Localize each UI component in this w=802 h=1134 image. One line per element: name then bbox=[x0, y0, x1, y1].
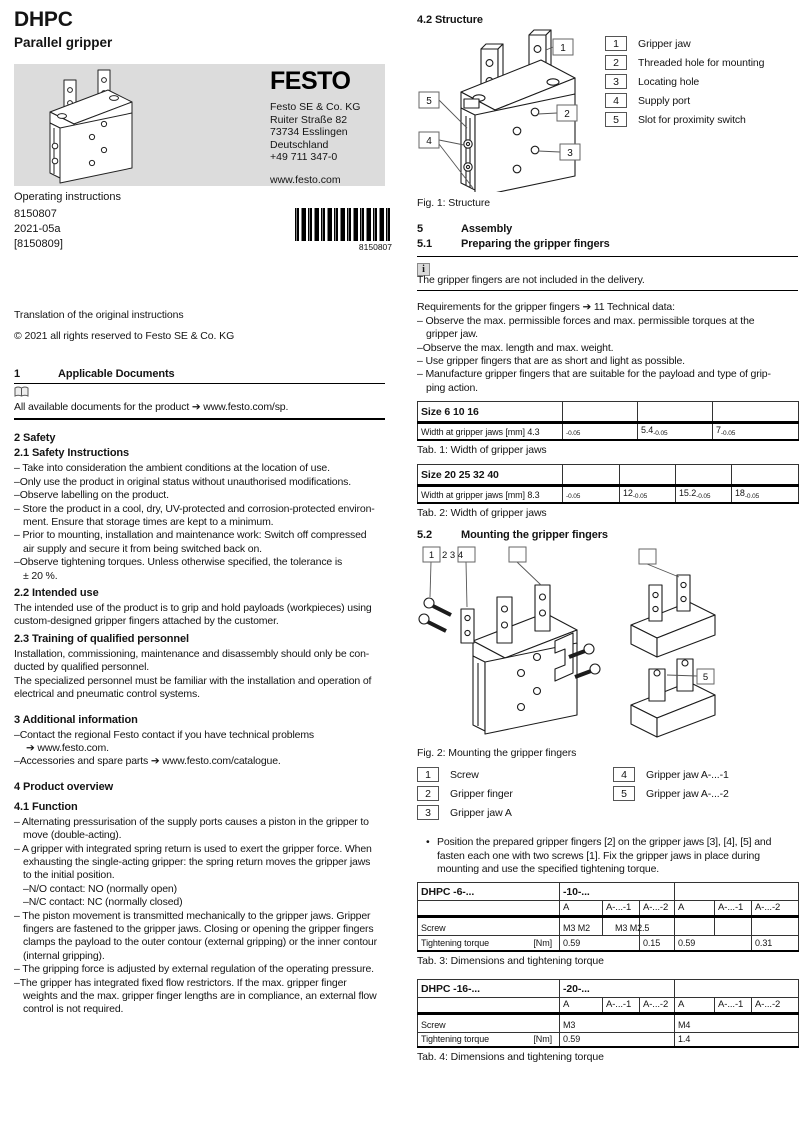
legend-item bbox=[613, 767, 793, 782]
body-line: ment. Ensure that storage times are kept to a minimum. bbox=[23, 516, 274, 529]
table-dimensions-torque-1 bbox=[417, 882, 799, 952]
book-icon bbox=[14, 386, 385, 401]
section-5-2-heading bbox=[417, 529, 798, 541]
legend-label: Screw bbox=[450, 768, 479, 781]
table-1-caption: Tab. 1: Width of gripper jaws bbox=[417, 444, 547, 457]
body-line: ducted by qualified personnel. bbox=[14, 661, 150, 674]
legend-number: 3 bbox=[605, 74, 627, 89]
col-header: A-...-2 bbox=[752, 901, 799, 917]
section-4-2-heading: 4.2 Structure bbox=[417, 14, 483, 26]
table-cell: -0.05 bbox=[563, 486, 620, 504]
callout-5: 5 bbox=[702, 672, 709, 684]
legend-number: 4 bbox=[613, 767, 635, 782]
body-line: The intended use of the product is to grip and hold payloads (workpieces) using bbox=[14, 602, 372, 615]
callout-5: 5 bbox=[426, 96, 432, 107]
legend-item bbox=[417, 767, 613, 782]
callout-234: 2 3 4 bbox=[442, 550, 464, 562]
body-line: clamps the payload to the outer contour (external gripping) or the inner contour bbox=[23, 936, 377, 949]
col-header: A-...-2 bbox=[640, 997, 675, 1013]
legend-label: Supply port bbox=[638, 94, 691, 107]
legend-item bbox=[613, 786, 793, 801]
table-3-caption: Tab. 3: Dimensions and tightening torque bbox=[417, 954, 604, 967]
table-cell: 0.31 bbox=[752, 936, 799, 951]
doc-date: 2021-05a bbox=[14, 223, 61, 235]
body-line: Installation, commissioning, maintenance and disassembly should only be con- bbox=[14, 647, 370, 660]
table-cell: -10-... bbox=[560, 883, 675, 901]
body-line: ping action. bbox=[426, 381, 478, 394]
table-dimensions-torque-2 bbox=[417, 979, 799, 1049]
body-line: Position the prepared gripper fingers [2] on the gripper jaws [3], [4], [5] and bbox=[437, 836, 772, 849]
table-2-caption: Tab. 2: Width of gripper jaws bbox=[417, 507, 547, 520]
table-width-gripper-jaws-1 bbox=[417, 401, 799, 441]
body-line: custom-designed gripper fingers attached by the customer. bbox=[14, 615, 279, 628]
section-number: 5.2 bbox=[417, 529, 432, 542]
legend-label: Locating hole bbox=[638, 75, 700, 88]
section-2-3-heading: 2.3 Training of qualified personnel bbox=[14, 632, 189, 645]
body-line: ➔ www.festo.com. bbox=[26, 741, 109, 754]
legend-number: 1 bbox=[605, 36, 627, 51]
translation-note: Translation of the original instructions bbox=[14, 309, 184, 321]
table-width-gripper-jaws-2 bbox=[417, 464, 799, 504]
legend-item bbox=[417, 805, 613, 820]
table-cell: 0.15 bbox=[640, 936, 675, 951]
table-header: Size 20 25 32 40 bbox=[418, 465, 563, 486]
section-3-heading: 3 Additional information bbox=[14, 713, 138, 726]
legend-number: 2 bbox=[417, 786, 439, 801]
legend-label: Gripper jaw bbox=[638, 37, 691, 50]
section-number: 1 bbox=[14, 368, 21, 380]
section-4-heading: 4 Product overview bbox=[14, 780, 114, 793]
body-line: move (double-acting). bbox=[23, 829, 122, 842]
legend-item bbox=[605, 36, 797, 51]
section-title: Assembly bbox=[461, 223, 513, 235]
figure-2-mounting-drawing bbox=[417, 545, 797, 739]
table-header: Size 6 10 16 bbox=[418, 402, 563, 423]
body-line: –Contact the regional Festo contact if you have technical problems bbox=[14, 728, 315, 741]
company-address bbox=[270, 101, 382, 164]
legend-label: Gripper jaw A bbox=[450, 806, 512, 819]
figure-2-legend bbox=[417, 767, 798, 824]
section-2-2-heading: 2.2 Intended use bbox=[14, 587, 99, 600]
festo-logo: FESTO bbox=[270, 67, 351, 95]
body-line: Requirements for the gripper fingers ➔ 11 Technical data: bbox=[417, 301, 675, 314]
body-line: exhausting the single-acting gripper: the spring return moves the gripper jaws bbox=[23, 855, 371, 868]
body-line: –N/C contact: NC (normally closed) bbox=[23, 896, 183, 909]
body-line: electrical and pneumatic control systems. bbox=[14, 688, 200, 701]
body-line: to the initial position. bbox=[23, 869, 115, 882]
figure-2-caption: Fig. 2: Mounting the gripper fingers bbox=[417, 747, 577, 760]
col-header: A bbox=[560, 997, 603, 1013]
table-cell: -20-... bbox=[560, 979, 675, 997]
brand-block bbox=[270, 68, 382, 186]
barcode-label: 8150807 bbox=[358, 242, 392, 252]
body-line: – Manufacture gripper fingers that are suitable for the payload and type of grip- bbox=[417, 368, 771, 381]
note-line: The gripper fingers are not included in the delivery. bbox=[417, 274, 645, 286]
callout-1: 1 bbox=[428, 550, 435, 562]
table-cell: M3 M2 bbox=[560, 917, 603, 936]
col-header: A-...-2 bbox=[640, 901, 675, 917]
body-line: mounting and use the specified tightening torque. bbox=[437, 863, 660, 876]
right-column bbox=[417, 0, 798, 1063]
legend-label: Gripper jaw A-...-1 bbox=[646, 768, 729, 781]
body-line: –Observe the max. length and max. weight. bbox=[417, 341, 614, 354]
body-line: – The piston movement is transmitted mechanically to the gripper jaws. Gripper bbox=[14, 909, 371, 922]
legend-number: 5 bbox=[613, 786, 635, 801]
table-cell: DHPC -16-... bbox=[418, 979, 560, 997]
body-line: –The gripper has integrated fixed flow restrictors. If the max. gripper finger bbox=[14, 976, 347, 989]
website-text: www.festo.com bbox=[270, 173, 341, 186]
table-cell: $7_{-0.05}$ bbox=[713, 423, 799, 441]
address-line: Deutschland bbox=[270, 138, 329, 151]
section-title: Applicable Documents bbox=[58, 368, 175, 380]
divider bbox=[417, 256, 798, 257]
col-header: A bbox=[560, 901, 603, 917]
col-header: A-...-1 bbox=[715, 997, 752, 1013]
body-line: – Prior to mounting, installation and maintenance work: Switch off compressed bbox=[14, 529, 367, 542]
callout-4: 4 bbox=[426, 136, 432, 147]
body-line: –Observe tightening torques. Unless otherwise specified, the tolerance is bbox=[14, 556, 343, 569]
body-line: –N/O contact: NO (normally open) bbox=[23, 882, 177, 895]
page-title: DHPC bbox=[14, 8, 73, 31]
table-cell: M4 bbox=[675, 1013, 799, 1032]
legend-item bbox=[605, 112, 797, 127]
divider bbox=[14, 383, 385, 384]
section-4-1-heading: 4.1 Function bbox=[14, 800, 78, 813]
row-label: Screw bbox=[418, 1013, 560, 1032]
address-line: +49 711 347-0 bbox=[270, 151, 338, 163]
copyright-note: © 2021 all rights reserved to Festo SE & Co. KG bbox=[14, 330, 235, 342]
table-cell: 0.59 bbox=[675, 936, 752, 951]
callout-1: 1 bbox=[560, 43, 566, 54]
col-header: A-...-1 bbox=[603, 997, 640, 1013]
table-cell: 0.59 bbox=[560, 1032, 675, 1047]
body-line: ± 20 %. bbox=[23, 569, 58, 582]
legend-label: Threaded hole for mounting bbox=[638, 56, 765, 69]
legend-item bbox=[605, 74, 797, 89]
legend-number: 3 bbox=[417, 805, 439, 820]
body-line: fasten each one with two screws [1]. Fix the gripper jaws in place during bbox=[437, 849, 760, 862]
legend-item bbox=[605, 93, 797, 108]
body-line: – Take into consideration the ambient conditions at the location of use. bbox=[14, 462, 330, 475]
col-header: A-...-1 bbox=[715, 901, 752, 917]
row-label: Screw bbox=[418, 917, 560, 936]
table-cell: Width at gripper jaws [mm] 8.3 bbox=[418, 486, 563, 504]
body-line: air supply and secure it from being switched back on. bbox=[23, 542, 262, 555]
legend-number: 1 bbox=[417, 767, 439, 782]
legend-label: Gripper finger bbox=[450, 787, 513, 800]
legend-item bbox=[605, 55, 797, 70]
section-number: 5 bbox=[417, 223, 424, 235]
legend-number: 5 bbox=[605, 112, 627, 127]
legend-label: Slot for proximity switch bbox=[638, 113, 746, 126]
table-cell: M3 bbox=[560, 1013, 675, 1032]
address-line: 73734 Esslingen bbox=[270, 126, 348, 138]
col-header: A bbox=[675, 997, 715, 1013]
table-cell bbox=[675, 979, 799, 997]
doc-alt-number: [8150809] bbox=[14, 238, 63, 250]
legend-item bbox=[417, 786, 613, 801]
col-header: A bbox=[675, 901, 715, 917]
table-4-caption: Tab. 4: Dimensions and tightening torque bbox=[417, 1051, 604, 1064]
legend-number: 2 bbox=[605, 55, 627, 70]
body-line: –Accessories and spare parts ➔ www.festo.com/catalogue. bbox=[14, 755, 281, 768]
header-box bbox=[14, 64, 385, 186]
callout-3: 3 bbox=[567, 148, 573, 159]
doc-number: 8150807 bbox=[14, 208, 57, 220]
table-cell: M3 M2.5 bbox=[603, 917, 640, 936]
section-1-heading bbox=[14, 368, 385, 380]
table-cell: 0.59 bbox=[560, 936, 640, 951]
table-cell: $12_{-0.05}$ bbox=[620, 486, 676, 504]
body-line: gripper jaw. bbox=[426, 328, 478, 341]
section-2-heading: 2 Safety bbox=[14, 432, 56, 445]
barcode bbox=[295, 208, 392, 241]
body-line: weights and the max. gripper finger lengths are in compliance, an external flow bbox=[23, 990, 377, 1002]
body-line: – The gripping force is adjusted by external regulation of the operating pressure. bbox=[14, 963, 374, 976]
body-line: The specialized personnel must be familiar with the installation and operation of bbox=[14, 674, 372, 687]
table-cell: 1.4 bbox=[675, 1032, 799, 1047]
bullet-marker: • bbox=[426, 836, 430, 849]
product-image bbox=[22, 66, 172, 184]
body-line: –Observe labelling on the product. bbox=[14, 489, 169, 502]
table-cell: $18_{-0.05}$ bbox=[732, 486, 799, 504]
section-number: 5.1 bbox=[417, 238, 432, 250]
body-line: – Alternating pressurisation of the supply ports causes a piston in the gripper to bbox=[14, 815, 369, 828]
body-line: control is not required. bbox=[23, 1003, 124, 1016]
address-line: Ruiter Straße 82 bbox=[270, 113, 348, 126]
page-subtitle: Parallel gripper bbox=[14, 35, 113, 50]
col-header: A-...-1 bbox=[603, 901, 640, 917]
figure-1-caption: Fig. 1: Structure bbox=[417, 197, 490, 209]
legend-label: Gripper jaw A-...-2 bbox=[646, 787, 729, 800]
table-cell: Width at gripper jaws [mm] 4.3 bbox=[418, 423, 563, 441]
row-label: Tightening torque [Nm] bbox=[418, 936, 560, 951]
divider bbox=[14, 418, 385, 420]
body-line: (internal gripping). bbox=[23, 949, 105, 962]
body-line: fingers are fastened to the gripper jaws. Closing or opening the gripper fingers bbox=[23, 922, 374, 935]
body-line: – Use gripper fingers that are as short and light as possible. bbox=[417, 355, 685, 368]
address-line: Festo SE & Co. KG bbox=[270, 101, 361, 113]
body-line: All available documents for the product ➔ www.festo.com/sp. bbox=[14, 401, 289, 413]
section-5-heading bbox=[417, 223, 798, 235]
section-2-1-heading: 2.1 Safety Instructions bbox=[14, 447, 130, 460]
legend-number: 4 bbox=[605, 93, 627, 108]
divider bbox=[417, 290, 798, 291]
table-cell: $5.4_{-0.05}$ bbox=[638, 423, 713, 441]
body-line: –Only use the product in original status without unauthorised modifications. bbox=[14, 475, 352, 488]
body-line: – Store the product in a cool, dry, UV-protected and corrosion-protected environ- bbox=[14, 502, 375, 515]
table-cell: $15.2_{-0.05}$ bbox=[676, 486, 732, 504]
body-line: – A gripper with integrated spring return is used to exert the gripper force. When bbox=[14, 842, 372, 855]
col-header: A-...-2 bbox=[752, 997, 799, 1013]
body-line: – Observe the max. permissible forces and max. permissible torques at the bbox=[417, 314, 755, 327]
figure-1 bbox=[417, 28, 798, 194]
left-column bbox=[14, 0, 392, 1017]
row-label: Tightening torque [Nm] bbox=[418, 1032, 560, 1047]
section-5-1-heading bbox=[417, 238, 798, 250]
section-title: Mounting the gripper fingers bbox=[461, 529, 608, 542]
figure-1-legend bbox=[605, 36, 797, 131]
table-cell: DHPC -6-... bbox=[418, 883, 560, 901]
table-cell bbox=[675, 883, 799, 901]
instruction-step bbox=[417, 836, 798, 876]
callout-2: 2 bbox=[564, 109, 570, 120]
info-icon: i bbox=[417, 259, 798, 274]
doc-type-label: Operating instructions bbox=[14, 191, 121, 203]
section-title: Preparing the gripper fingers bbox=[461, 238, 610, 250]
table-cell: -0.05 bbox=[563, 423, 638, 441]
